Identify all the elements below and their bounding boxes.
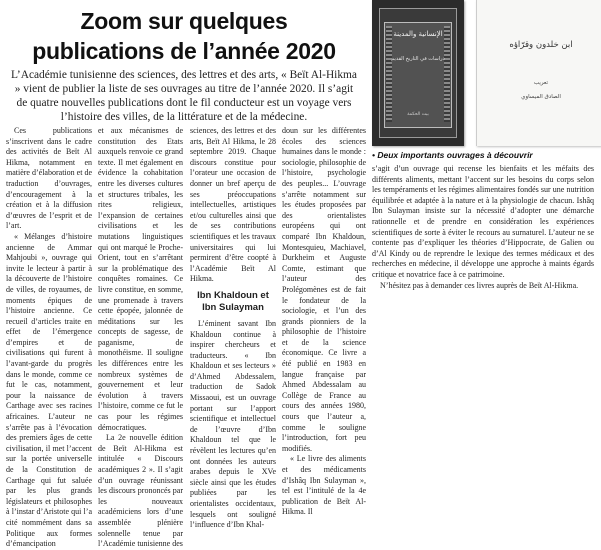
book-translator: الصادق الميساوي xyxy=(521,94,561,100)
paragraph: « Mélanges d’histoire ancienne de Ammar Mahjoubi », ouvrage qui invite le lecteur à partir à la découverte de l’histoire de villes, de royaumes, de moments épiques de l’histoire ancienne. Ce recueil d’articles traite en effet de l’émergence d’empires et de civilisations qui furent à l’avant-garde du progrès dans le monde, comme ce fut le cas, notamment, pour la naissance de Carthage avec ses racines africaines. L’auteur ne s’arrête pas à l’évocation des premiers âges de cette civilisation, il met l’accent sur la portée universelle de la Constitution de Carthage qui fut saluée par les plus grands législateurs et philosophes à l’instar d’Aristote qui l’a cité nommément dans sa Politique aux formes d’émancipation xyxy=(6,231,92,549)
paragraph: sciences, des lettres et des arts, Beït Al Hikma, le 28 septembre 2019. Chaque discours constitue pour l’orateur une occasion de donner un bref aperçu de ses préoccupations intellectuelles, artistiques et/ou culturelles ainsi que de ses contributions scientifiques et les travaux universitaires qui lui permirent d’être coopté à l’Académie Beït Al Hikma. xyxy=(190,126,276,284)
cover-ornament xyxy=(444,26,450,122)
paragraph: s’agit d’un ouvrage qui recense les bienfaits et les méfaits des différents aliments, mettant l’accent sur les besoins du corps selon les tempéraments et les régimes alimentaires fondés sur une nutrition équilibrée et adaptée à la nature et à la physiologie de chacun. Ishâq Ibn Sulayman insiste sur la nécessité d’adopter une démarche rationnelle et de prendre en considération les expériences scientifiques de sorte à éviter le recours au surnaturel. L’auteur ne se contente pas d’expliquer les théories d’Hippocrate, de Galien ou d’Al Kindy ou de reprendre le lexique des termes médicaux et des recherches en médecine, il développe une approche à maints égards critique et novatrice face à ce patrimoine. xyxy=(372,164,594,279)
paragraph: et aux mécanismes de constitution des Etats auxquels renvoie ce grand texte. Il met également en évidence la cohabitation entre les diverses cultures et structures tribales, les rites religieux, l’expansion de certaines civilisations et les mutations linguistiques qui ont marqué le Proche-Orient, tout en s’arrêtant sur la problématique des conquêtes romaines. Ce livre constitue, en somme, une promenade à travers cette épopée, jalonnée de méditations sur les concepts de sagesse, de paganisme, de monothéisme. Il souligne les différences entre les nombreux systèmes de gouvernement et leur évolution à travers l’histoire, comme ce fut le cas pour les régimes démocratiques. xyxy=(98,126,183,432)
book-cover-histoire xyxy=(372,0,464,146)
article-column-2 xyxy=(98,126,183,549)
paragraph: N’hésitez pas à demander ces livres auprès de Beït Al-Hikma. xyxy=(380,280,579,290)
photo-caption: • Deux importants ouvrages à découvrir xyxy=(372,150,533,160)
headline-line-1: Zoom sur quelques xyxy=(80,8,288,34)
book-title: الإنسانية والمدينة xyxy=(393,30,443,38)
article-column-5 xyxy=(372,164,594,400)
headline-line-2: publications de l’année 2020 xyxy=(32,38,336,64)
book-subtitle: دراسات في التاريخ القديم xyxy=(391,56,445,62)
cover-ornament xyxy=(386,26,392,122)
paragraph: Ces publications s’inscrivent dans le cadre des activités de Beït Al Hikma, notamment en matière d’élaboration et de traduction d’ouvrages, d’encouragement à la création et à la diffusion d’œuvres de l’esprit et de l’art. xyxy=(6,126,92,231)
article-standfirst: L’Académie tunisienne des sciences, des lettres et des arts, « Beït Al-Hikma » vient de publier la liste de ses ouvrages au titre de l’année 2020. Il s’agit de quatre nouvelles publications dont le fil conducteur est un voyage vers l’histoire des villes, de la littérature et de la médecine. xyxy=(11,69,357,123)
paragraph: doun sur les différentes écoles des sciences humaines dans le monde : sociologie, philosophie de l’histoire, psychologie des peuples... L’ouvrage s’arrête notamment sur les études proposées par des orientalistes européens qui ont comparé Ibn Khaldoun, Montesquieu, Machiavel, Durkheim et Auguste Comte, estimant que l’auteur des Prolégomènes est de fait le fondateur de la sociologie, et l’un des grands pionniers de la philosophie de l’histoire et de la science économique. Ce livre a été publié en 1983 en langue française par Ahmed Abdessalam au Collège de France au cours des années 1980, cours que l’auteur a, comme le souligne l’introduction, fort peu modifiés. xyxy=(282,126,366,453)
article-column-3 xyxy=(190,126,276,530)
section-subhead: Ibn Khaldoun et Ibn Sulayman xyxy=(197,289,269,313)
book-translation-label: تعريب xyxy=(533,80,549,86)
paragraph: L’éminent savant Ibn Khaldoun continue à inspirer chercheurs et traducteurs. « Ibn Khaldoun et ses lecteurs » d’Ahmed Abdessalem, traduction de Sadok Missaoui, est un ouvrage portant sur l’apport scientifique et intellectuel de l’œuvre d’Ibn Khaldoun tel que le révèlent les lectures qu’en ont données les auteurs arabes depuis le XVe siècle ainsi que les études publiées par les orientalistes occidentaux, lesquels ont souligné l’influence d’Ibn Khal- xyxy=(190,318,276,530)
paragraph: « Le livre des aliments et des médicaments d’Ishâq Ibn Sulayman », tel est l’intitulé de la 4e publication de Beït Al-Hikma. Il xyxy=(282,454,366,517)
article-headline xyxy=(8,6,360,66)
book-cover-ibn-khaldoun xyxy=(476,0,601,146)
book-publisher: بيت الحكمة xyxy=(407,112,429,117)
article-column-1 xyxy=(6,126,92,549)
article-column-4 xyxy=(282,126,366,517)
paragraph: La 2e nouvelle édition de Beït Al-Hikma est intitulée « Discours académiques 2 ». Il s’agit d’un ouvrage réunissant les discours prononcés par les nouveaux académiciens lors d’une assemblée plénière solennelle tenue par l’Académie tunisienne des xyxy=(98,433,183,549)
book-title: ابن خلدون وقرّاؤه xyxy=(509,40,573,50)
